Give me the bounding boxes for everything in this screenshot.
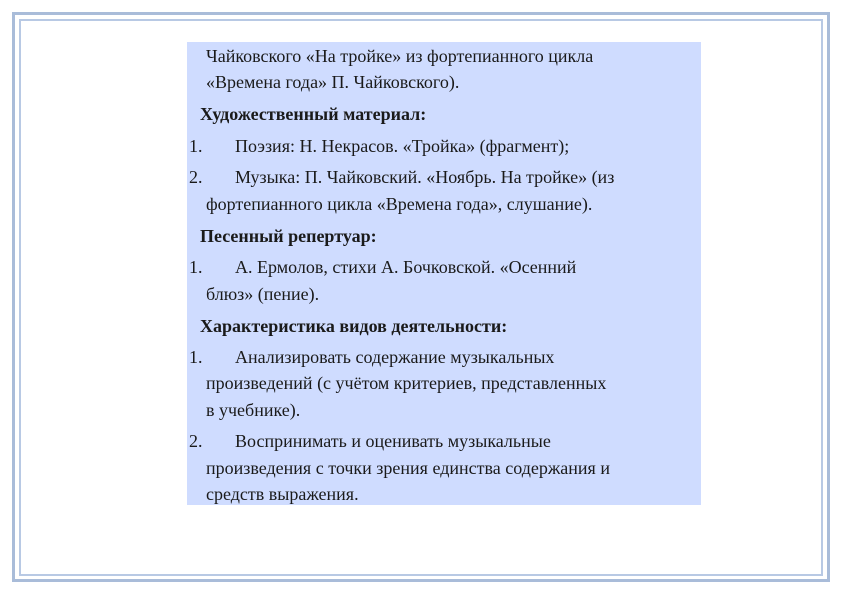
list-item-text-cont: блюз» (пение). bbox=[206, 284, 320, 304]
section-heading-song-repertoire: Песенный репертуар: bbox=[200, 226, 377, 246]
list-item-number: 2. bbox=[189, 431, 203, 451]
list-item-text: Анализировать содержание музыкальных bbox=[235, 347, 555, 367]
list-item-number: 1. bbox=[189, 347, 203, 367]
list-item-text: Поэзия: Н. Некрасов. «Тройка» (фрагмент); bbox=[235, 136, 570, 156]
list-item-text-cont: средств выражения. bbox=[206, 484, 359, 504]
section-heading-activities: Характеристика видов деятельности: bbox=[200, 316, 508, 336]
list-item-number: 2. bbox=[189, 167, 203, 187]
list-item-text-cont: фортепианного цикла «Времена года», слушание). bbox=[206, 194, 593, 214]
list-item-number: 1. bbox=[189, 257, 203, 277]
section-heading-art-material: Художественный материал: bbox=[200, 104, 427, 124]
text-block bbox=[187, 42, 701, 505]
list-item-text: Музыка: П. Чайковский. «Ноябрь. На тройке» (из bbox=[235, 167, 615, 187]
list-item-text: Воспринимать и оценивать музыкальные bbox=[235, 431, 551, 451]
list-item-number: 1. bbox=[189, 136, 203, 156]
intro-line-1: Чайковского «На тройке» из фортепианного цикла bbox=[206, 46, 594, 66]
list-item-text-cont: в учебнике). bbox=[206, 400, 301, 420]
intro-line-2: «Времена года» П. Чайковского). bbox=[206, 72, 460, 92]
list-item-text: А. Ермолов, стихи А. Бочковской. «Осенний bbox=[235, 257, 577, 277]
list-item-text-cont: произведений (с учётом критериев, представленных bbox=[206, 373, 607, 393]
list-item-text-cont: произведения с точки зрения единства содержания и bbox=[206, 458, 610, 478]
